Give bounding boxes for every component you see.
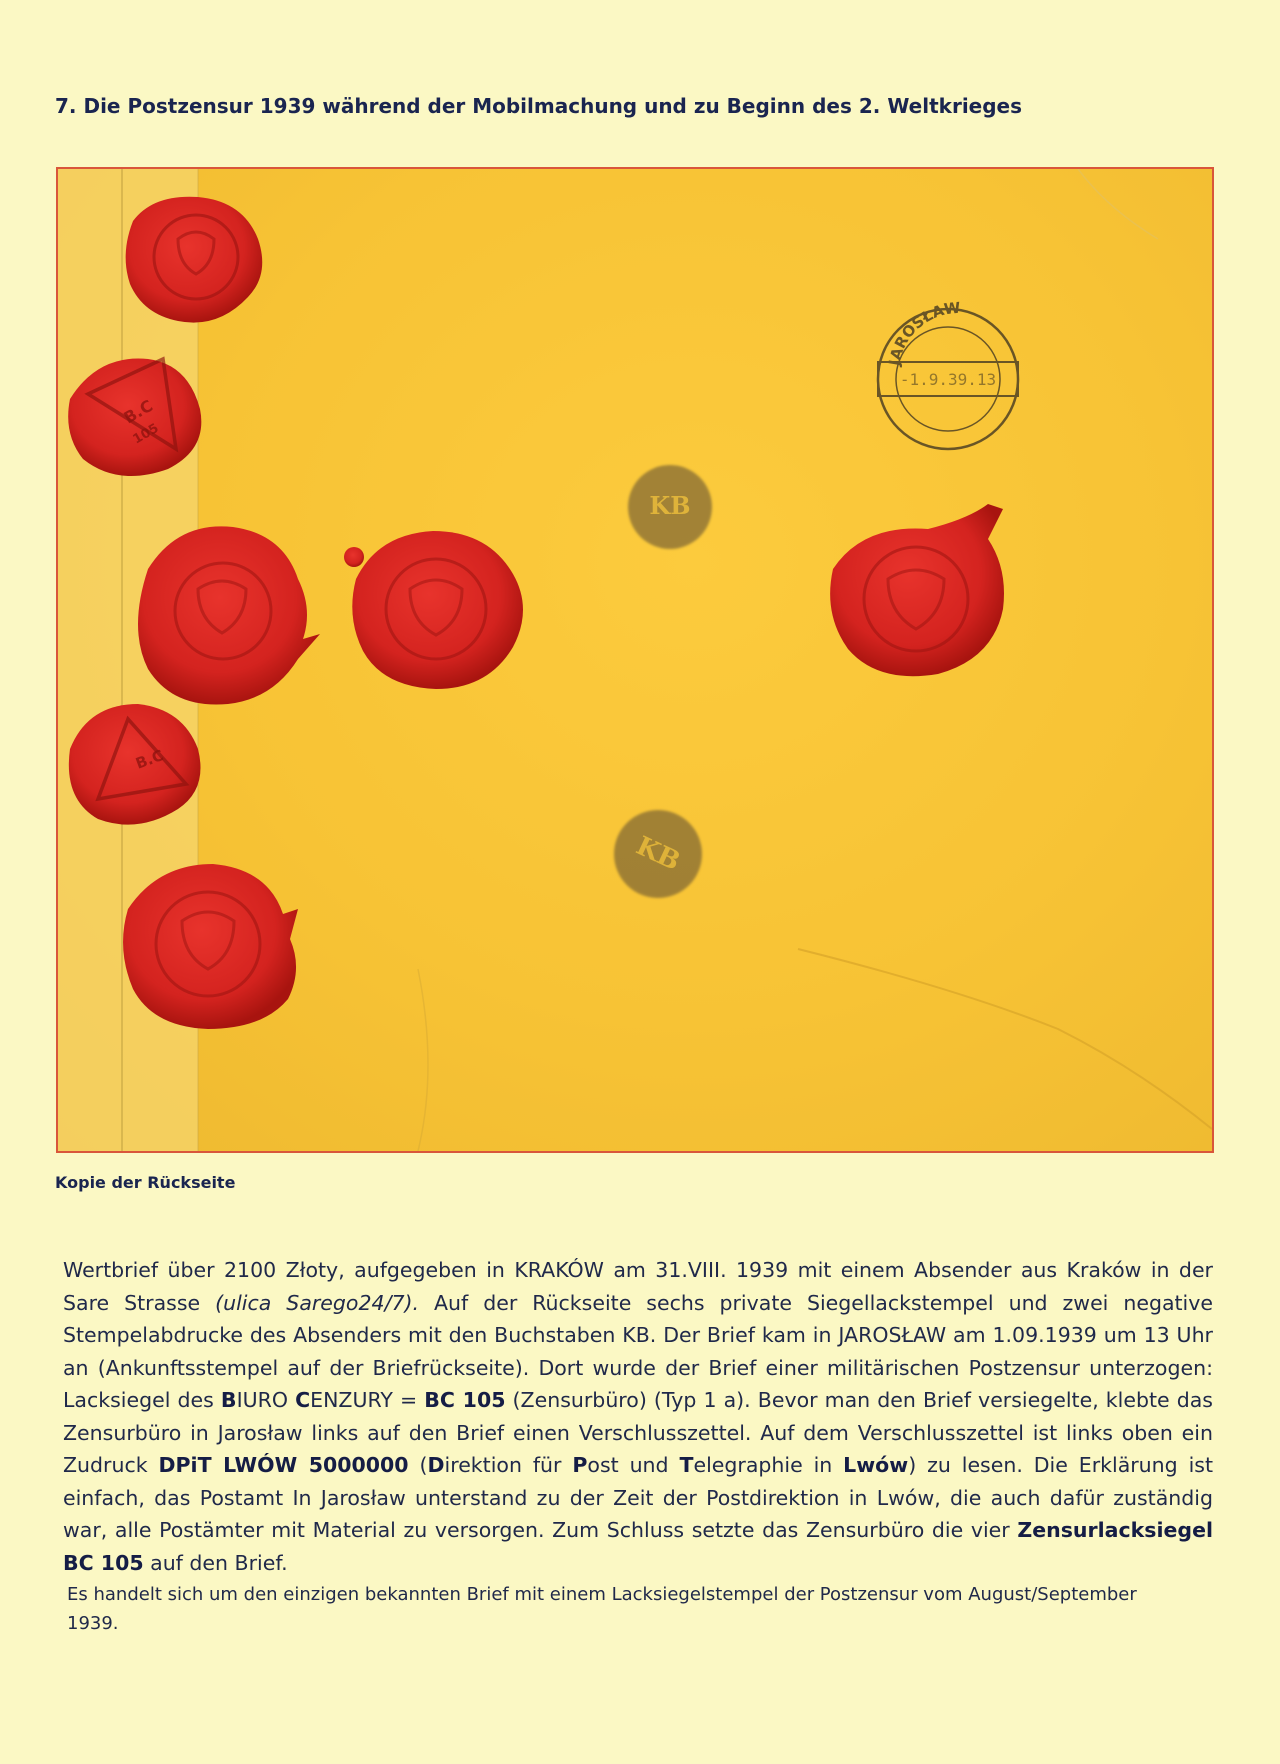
kb-letters-2: KB xyxy=(631,830,685,878)
kb-stamp-2 xyxy=(614,810,702,898)
wax-seal-5 xyxy=(123,864,298,1029)
wax-seal-3 xyxy=(352,531,523,689)
wax-seal-4 xyxy=(830,504,1004,676)
kb-stamp-1 xyxy=(628,465,712,549)
note-paragraph: Es handelt sich um den einzigen bekannten Brief mit einem Lacksiegelstempel der Postzensur vom August/September 1939. xyxy=(67,1584,1137,1634)
page-title: 7. Die Postzensur 1939 während der Mobilmachung und zu Beginn des 2. Weltkrieges xyxy=(55,94,1023,118)
wax-seal-1 xyxy=(126,197,263,323)
zensur-label: Zensurlacksiegel BC 105 xyxy=(63,1518,1213,1575)
dpit-label: DPiT LWÓW 5000000 xyxy=(158,1453,409,1477)
bc105-label: BC 105 xyxy=(424,1388,506,1412)
seal-text-bc-2: B.C xyxy=(133,746,166,773)
image-caption: Kopie der Rückseite xyxy=(55,1173,236,1192)
svg-text:-1.9.39.13: -1.9.39.13 xyxy=(899,370,997,389)
postmark-text: JAROSŁAW xyxy=(885,298,962,367)
envelope-photo xyxy=(56,167,1214,1153)
wax-seal-2 xyxy=(138,526,320,704)
seal-text-105: 105 xyxy=(130,420,162,448)
seal-text-bc: B.C xyxy=(120,396,156,428)
description-paragraph: Wertbrief über 2100 Złoty, aufgegeben in KRAKÓW am 31.VIII. 1939 mit einem Absender aus Kraków in der Sare Strasse (ulica Sarego24/7). Auf der Rückseite sechs private Siegellackstempel und zwei negative Stempelabdrucke des Absenders mit den Buchstaben KB. Der Brief kam in JAROSŁAW am 1.09.1939 um 13 Uhr an (Ankunftsstempel auf der Briefrückseite). Dort wurde der Brief einer militärischen Postzensur unterzogen: Lacksiegel des BIURO CENZURY = BC 105 (Zensurbüro) (Typ 1 a). Bevor man den Brief versiegelte, klebte das Zensurbüro in Jarosław links auf den Brief einen Verschlusszettel. Auf dem Verschlusszettel ist links oben ein Zudruck DPiT LWÓW 5000000 (Direktion für Post und Telegraphie in Lwów) zu lesen. Die Erklärung ist einfach, das Postamt In Jarosław unterstand zu der Zeit der Postdirektion in Lwów, die auch dafür zuständig war, alle Postämter mit Material zu versorgen. Zum Schluss setzte das Zensurbüro die vier Zensurlacksiegel BC 105 auf den Brief. xyxy=(63,1258,1213,1575)
kb-letters-1: KB xyxy=(649,491,691,520)
jaroslaw-postmark xyxy=(877,298,1018,449)
